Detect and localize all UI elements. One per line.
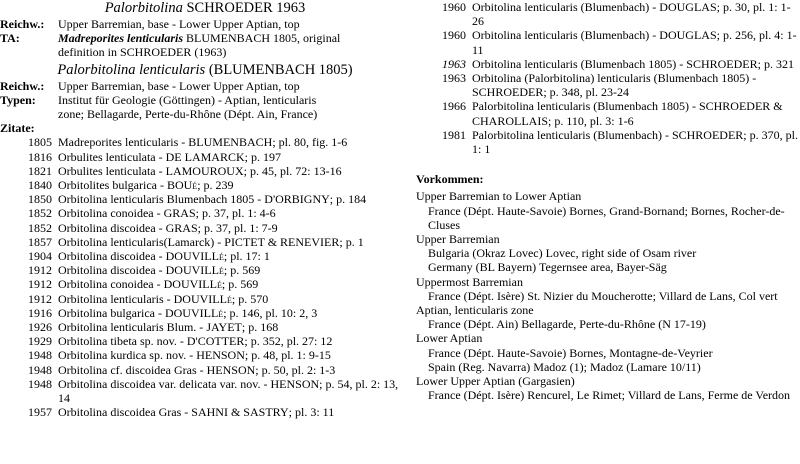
taxon2-range-row bbox=[0, 79, 410, 93]
citation-row bbox=[0, 334, 410, 348]
citation-list-right bbox=[416, 0, 800, 156]
taxon2-name: Palorbitolina lenticularis bbox=[57, 61, 206, 78]
type-species-author: BLUMENBACH bbox=[186, 31, 271, 46]
citation-ref: ; p. 184 bbox=[329, 192, 367, 207]
citation-author: D'ORBIGNY bbox=[264, 192, 330, 207]
citation-taxon: Orbitolina discoidea - bbox=[58, 249, 163, 264]
citation-row bbox=[0, 405, 410, 419]
citation-text bbox=[58, 178, 410, 192]
taxon1-author: SCHROEDER 1963 bbox=[186, 0, 306, 16]
citation-taxon: Orbitolina discoidea - bbox=[58, 263, 163, 278]
citation-author: DOUVILLé bbox=[173, 291, 232, 306]
citation-year: 1948 bbox=[28, 348, 52, 363]
citation-taxon: Orbulites lenticulata - bbox=[58, 149, 163, 164]
citation-author: HENSON bbox=[206, 362, 256, 377]
citation-row bbox=[0, 192, 410, 206]
taxon1-type-row bbox=[0, 31, 410, 59]
taxon2-range-label: Reichw.: bbox=[0, 78, 45, 93]
citation-ref: ; p. 146, pl. 10: 2, 3 bbox=[223, 305, 318, 320]
types-line-2: zone; Bellagarde, Perte-du-Rhône (Dépt. Ain, France) bbox=[58, 107, 318, 122]
taxon1-range-row bbox=[0, 17, 410, 31]
occurrence-age: Lower Aptian bbox=[416, 331, 483, 346]
citation-row bbox=[0, 235, 410, 249]
occurrence-age: Upper Barremian to Lower Aptian bbox=[416, 189, 582, 204]
occurrence-age: Upper Barremian bbox=[416, 232, 500, 247]
citation-author: GRAS bbox=[163, 206, 196, 221]
citation-text bbox=[472, 0, 800, 28]
citation-year: 1840 bbox=[28, 178, 52, 193]
occurrence-age: Aptian, lenticularis zone bbox=[416, 303, 534, 318]
citation-row bbox=[0, 150, 410, 164]
citation-text bbox=[58, 363, 410, 377]
citation-row bbox=[0, 178, 410, 192]
citation-taxon: Orbitolina discoidea - bbox=[58, 220, 163, 235]
citation-text bbox=[58, 192, 410, 206]
type-species-year: (1963) bbox=[194, 45, 227, 60]
citation-taxon: Orbitolina lenticularis Blumenbach 1805 - bbox=[58, 192, 262, 207]
citation-year: 1857 bbox=[28, 234, 52, 249]
citation-text bbox=[58, 306, 410, 320]
citation-year: 1852 bbox=[28, 206, 52, 221]
citation-row bbox=[0, 249, 410, 263]
citation-author: HENSON bbox=[270, 376, 320, 391]
taxon2-types-row bbox=[0, 93, 410, 121]
citation-text bbox=[58, 206, 410, 220]
citation-row bbox=[0, 363, 410, 377]
citation-ref: ; p. 50, pl. 2: 1-3 bbox=[255, 362, 336, 377]
citation-ref: ; p. 45, pl. 72: 13-16 bbox=[243, 163, 342, 178]
citation-ref: ; p. 370, pl. 1: 1 bbox=[472, 127, 798, 157]
citation-year: 1912 bbox=[28, 277, 52, 292]
types-line-1: Institut für Geologie (Göttingen) - Aptian, lenticularis bbox=[58, 92, 317, 107]
citation-author: PICTET & RENEVIER bbox=[224, 234, 340, 249]
taxon2-types-label: Typen: bbox=[0, 92, 36, 107]
citation-row bbox=[416, 128, 800, 156]
citation-row bbox=[416, 57, 800, 71]
citation-taxon: Palorbitolina lenticularis (Blumenbach) - bbox=[472, 127, 669, 142]
citation-year: 1948 bbox=[28, 362, 52, 377]
citation-ref: ; p. 352, pl. 27: 12 bbox=[244, 334, 333, 349]
citation-row bbox=[0, 348, 410, 362]
citation-text bbox=[58, 150, 410, 164]
citation-taxon: Orbitolina kurdica sp. nov. - bbox=[58, 348, 194, 363]
citation-text bbox=[58, 292, 410, 306]
citation-ref: ; pl. 3: 11 bbox=[288, 405, 335, 420]
left-column bbox=[0, 0, 410, 419]
occurrence-site: Bulgaria (Okraz Lovec) Lovec, right side of Osam river bbox=[428, 246, 697, 261]
citation-ref: ; p. 569 bbox=[221, 277, 259, 292]
citation-row bbox=[416, 71, 800, 99]
citation-text bbox=[58, 221, 410, 235]
citation-author: BLUMENBACH bbox=[188, 135, 273, 150]
right-column bbox=[416, 0, 800, 402]
citation-taxon: Orbitolina lenticularis - bbox=[58, 291, 171, 306]
citation-text bbox=[58, 348, 410, 362]
citation-year: 1904 bbox=[28, 249, 52, 264]
citation-row bbox=[0, 221, 410, 235]
citation-text bbox=[58, 320, 410, 334]
citation-year: 1912 bbox=[28, 263, 52, 278]
citation-author: D'COTTER bbox=[186, 334, 245, 349]
citation-year: 1850 bbox=[28, 192, 52, 207]
taxon2-range: Upper Barremian, base - Lower Upper Aptian, top bbox=[58, 78, 300, 93]
occurrence-site: France (Dépt. Haute-Savoie) Bornes, Montagne-de-Veyrier bbox=[428, 345, 713, 360]
citation-row bbox=[0, 277, 410, 291]
citation-text bbox=[472, 128, 800, 156]
citation-ref: ; p. 239 bbox=[197, 178, 234, 193]
citation-taxon: Orbitolina lenticularis(Lamarck) - bbox=[58, 234, 222, 249]
citation-author: BOUé bbox=[166, 178, 198, 193]
citation-row bbox=[0, 164, 410, 178]
citation-year: 1916 bbox=[28, 305, 52, 320]
citation-ref: ; pl. 80, fig. 1-6 bbox=[272, 135, 348, 150]
taxon2-title bbox=[0, 62, 410, 79]
citation-ref: ; p. 197 bbox=[244, 149, 281, 164]
occurrences-heading: Vorkommen: bbox=[416, 172, 484, 187]
taxon1-type bbox=[58, 31, 410, 59]
citation-year: 1926 bbox=[28, 320, 52, 335]
taxon1-range: Upper Barremian, base - Lower Upper Aptian, top bbox=[58, 17, 300, 31]
occurrence-site: France (Dépt. Isère) St. Nizier du Moucherotte; Villard de Lans, Col vert bbox=[428, 288, 778, 303]
citation-taxon: Orbitolina lenticularis (Blumenbach) - bbox=[472, 0, 657, 14]
citation-text bbox=[472, 71, 800, 99]
citation-year: 1963 bbox=[442, 71, 466, 86]
citation-year: 1948 bbox=[28, 376, 52, 391]
taxon2-author: (BLUMENBACH 1805) bbox=[208, 61, 353, 78]
citation-ref: ; p. 570 bbox=[231, 291, 269, 306]
occurrence-age: Uppermost Barremian bbox=[416, 274, 523, 289]
citation-author: GRAS bbox=[165, 220, 198, 235]
citation-year: 1929 bbox=[28, 334, 52, 349]
citation-ref: ; p. 569 bbox=[223, 263, 261, 278]
type-species-ref: SCHROEDER bbox=[120, 45, 192, 60]
citation-year: 1981 bbox=[442, 127, 466, 142]
citation-ref: ; p. 37, pl. 1: 4-6 bbox=[195, 206, 276, 221]
taxon2-types bbox=[58, 93, 410, 121]
citation-text bbox=[472, 28, 800, 56]
taxon1-genus: Palorbitolina bbox=[104, 0, 183, 16]
citation-taxon: Orbulites lenticulata - bbox=[58, 163, 163, 178]
citation-text bbox=[58, 377, 410, 405]
citation-ref: ; p. 321 bbox=[757, 56, 794, 71]
citation-year: 1957 bbox=[28, 405, 52, 420]
citation-year: 1912 bbox=[28, 291, 52, 306]
citation-author: DOUVILLé bbox=[164, 305, 224, 320]
citation-year: 1816 bbox=[28, 149, 52, 164]
citation-row bbox=[416, 99, 800, 127]
citation-author: SCHROEDER & CHAROLLAIS bbox=[472, 99, 783, 128]
citation-row bbox=[0, 206, 410, 220]
citation-text bbox=[58, 334, 410, 348]
citation-taxon: Orbitolites bulgarica - bbox=[58, 178, 164, 193]
citation-year: 1852 bbox=[28, 220, 52, 235]
citation-taxon: Orbitolina lenticularis (Blumenbach) - bbox=[472, 28, 657, 43]
occurrence-site: France (Dépt. Isère) Rencurel, Le Rimet; Villard de Lans, Ferme de Verdon bbox=[428, 388, 791, 403]
citation-taxon: Orbitolina (Palorbitolina) lenticularis (Blumenbach 1805) - bbox=[472, 71, 757, 86]
citation-taxon: Palorbitolina lenticularis (Blumenbach 1805) - bbox=[472, 99, 696, 114]
citation-taxon: Orbitolina conoidea - bbox=[58, 277, 161, 292]
citation-row bbox=[0, 320, 410, 334]
occurrence-list bbox=[416, 189, 800, 402]
citation-author: DOUVILLé bbox=[165, 263, 224, 278]
citation-author: SCHROEDER bbox=[472, 85, 544, 100]
citation-row bbox=[0, 377, 410, 405]
citation-ref: ; p. 54, pl. 2: 13, 14 bbox=[58, 376, 399, 406]
citation-ref: ; p. 37, pl. 1: 7-9 bbox=[197, 220, 278, 235]
type-species-name: Madreporites lenticularis bbox=[58, 31, 184, 46]
citation-year: 1960 bbox=[442, 0, 466, 14]
occurrence-age: Lower Upper Aptian (Gargasien) bbox=[416, 374, 575, 389]
citation-row bbox=[416, 0, 800, 28]
citations-label: Zitate: bbox=[0, 121, 35, 136]
citation-text bbox=[472, 99, 800, 127]
citation-year: 1963 bbox=[442, 56, 466, 71]
citation-year: 1821 bbox=[28, 163, 52, 178]
citation-taxon: Orbitolina tibeta sp. nov. - bbox=[58, 334, 184, 349]
citation-taxon: Orbitolina discoidea var. delicata var. nov. - bbox=[58, 376, 268, 391]
citation-author: SCHROEDER bbox=[671, 127, 744, 142]
citation-author: SAHNI & SASTRY bbox=[191, 405, 289, 420]
type-species-note: 1805, original bbox=[273, 31, 341, 46]
citation-author: DOUGLAS bbox=[659, 28, 717, 43]
citation-year: 1805 bbox=[28, 135, 52, 150]
citation-row bbox=[0, 263, 410, 277]
citation-taxon: Orbitolina discoidea Gras - bbox=[58, 405, 189, 420]
citation-author: DOUVILLé bbox=[163, 277, 222, 292]
citation-year: 1966 bbox=[442, 99, 466, 114]
citation-text bbox=[58, 249, 410, 263]
citation-ref: ; p. 110, pl. 3: 1-6 bbox=[548, 113, 634, 128]
citation-author: LAMOUROUX bbox=[165, 163, 244, 178]
citation-taxon: Orbitolina bulgarica - bbox=[58, 305, 162, 320]
taxon1-range-label: Reichw.: bbox=[0, 17, 45, 31]
citation-author: SCHROEDER bbox=[686, 56, 758, 71]
citation-ref: ; p. 1 bbox=[339, 234, 364, 249]
type-species-note-2: definition in bbox=[58, 45, 117, 60]
citation-year: 1960 bbox=[442, 28, 466, 43]
citation-taxon: Orbitolina cf. discoidea Gras - bbox=[58, 362, 204, 377]
citation-text bbox=[472, 57, 800, 71]
citation-taxon: Madreporites lenticularis - bbox=[58, 135, 186, 150]
citation-author: DOUVILLé bbox=[165, 249, 224, 264]
citation-text bbox=[58, 164, 410, 178]
citation-ref: ; pl. 17: 1 bbox=[223, 249, 270, 264]
occurrence-site: France (Dépt. Ain) Bellagarde, Perte-du-Rhône (N 17-19) bbox=[428, 317, 706, 332]
citation-ref: ; p. 348, pl. 23-24 bbox=[543, 85, 630, 100]
citation-ref: ; p. 256, pl. 4: 1-11 bbox=[472, 28, 797, 57]
citation-text bbox=[58, 405, 410, 419]
citation-ref: ; p. 168 bbox=[241, 320, 279, 335]
citation-taxon: Orbitolina lenticularis Blum. - bbox=[58, 320, 204, 335]
citation-taxon: Orbitolina conoidea - bbox=[58, 206, 161, 221]
citation-list-left bbox=[0, 135, 410, 419]
citation-taxon: Orbitolina lenticularis (Blumenbach 1805) - bbox=[472, 56, 684, 71]
citation-author: DOUGLAS bbox=[659, 0, 717, 14]
occurrence-site: Germany (BL Bayern) Tegernsee area, Bayer-Säg bbox=[428, 260, 667, 275]
citation-text bbox=[58, 277, 410, 291]
citation-ref: ; p. 48, pl. 1: 9-15 bbox=[244, 348, 331, 363]
citation-row bbox=[416, 28, 800, 56]
taxon1-title bbox=[0, 0, 410, 17]
citation-row bbox=[0, 292, 410, 306]
citation-row bbox=[0, 135, 410, 149]
citation-author: JAYET bbox=[206, 320, 242, 335]
taxon1-type-label: TA: bbox=[0, 31, 20, 46]
occurrence-site: France (Dépt. Haute-Savoie) Bornes, Grand-Bornand; Bornes, Rocher-de-Cluses bbox=[428, 203, 785, 232]
citation-ref: ; p. 30, pl. 1: 1-26 bbox=[472, 0, 791, 29]
citation-text bbox=[58, 135, 410, 149]
occurrence-site: Spain (Reg. Navarra) Madoz (1); Madoz (Lamare 10/11) bbox=[428, 359, 701, 374]
citation-author: HENSON bbox=[196, 348, 245, 363]
citation-row bbox=[0, 306, 410, 320]
citation-text bbox=[58, 263, 410, 277]
citation-author: DE LAMARCK bbox=[165, 149, 245, 164]
citation-text bbox=[58, 235, 410, 249]
